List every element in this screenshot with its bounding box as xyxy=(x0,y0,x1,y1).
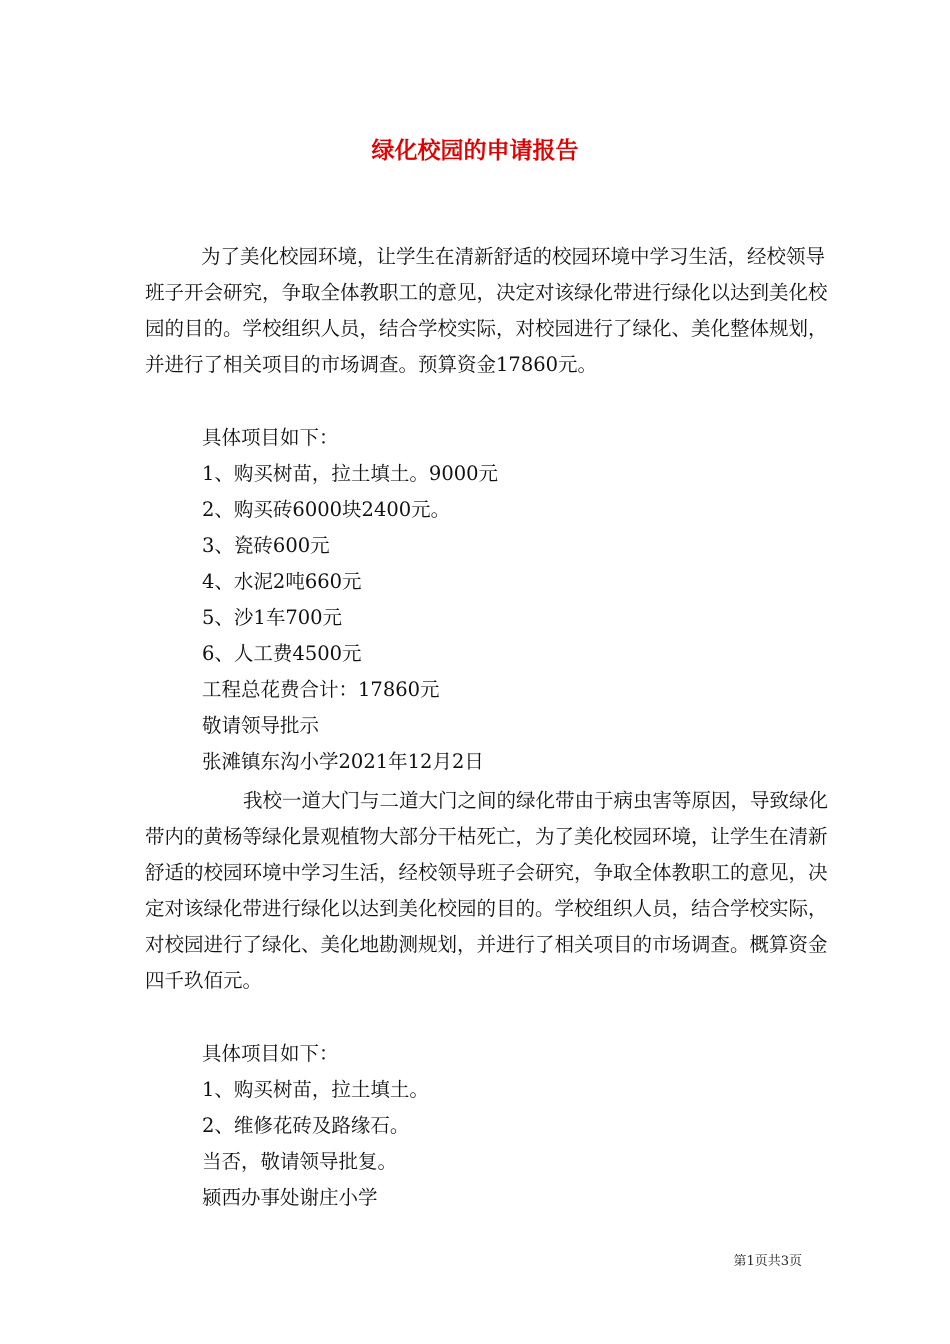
list-item: 1、购买树苗，拉土填土。 xyxy=(202,1078,429,1101)
approval-request-2: 当否，敬请领导批复。 xyxy=(202,1150,398,1173)
paragraph-1: 为了美化校园环境，让学生在清新舒适的校园环境中学习生活，经校领导班子开会研究，争取全体教职工的意见，决定对该绿化带进行绿化以达到美化校园的目的。学校组织人员，结合学校实际，对校园进行了绿化、美化整体规划，并进行了相关项目的市场调查。预算资金17860元。 xyxy=(145,245,828,376)
list-item: 2、购买砖6000块2400元。 xyxy=(202,498,451,521)
list-item: 4、水泥2吨660元 xyxy=(202,570,362,593)
list-item: 1、购买树苗，拉土填土。9000元 xyxy=(202,462,499,485)
items-heading-2: 具体项目如下： xyxy=(202,1042,339,1065)
signature-1: 张滩镇东沟小学2021年12月2日 xyxy=(202,750,484,773)
list-item: 5、沙1车700元 xyxy=(202,606,343,629)
list-item: 2、维修花砖及路缘石。 xyxy=(202,1114,410,1137)
signature-2: 颍西办事处谢庄小学 xyxy=(202,1186,378,1209)
paragraph-2: 我校一道大门与二道大门之间的绿化带由于病虫害等原因，导致绿化带内的黄杨等绿化景观植物大部分干枯死亡，为了美化校园环境，让学生在清新舒适的校园环境中学习生活，经校领导班子会研究，争取全体教职工的意见，决定对该绿化带进行绿化以达到美化校园的目的。学校组织人员，结合学校实际，对校园进行了绿化、美化地勘测规划，并进行了相关项目的市场调查。概算资金四千玖佰元。 xyxy=(145,789,829,992)
document-title: 绿化校园的申请报告 xyxy=(371,137,579,164)
page-number: 第1页共3页 xyxy=(733,1254,802,1269)
list-item: 6、人工费4500元 xyxy=(202,642,362,665)
list-item: 3、瓷砖600元 xyxy=(202,534,330,557)
items-heading-1: 具体项目如下： xyxy=(202,426,339,449)
total-cost: 工程总花费合计：17860元 xyxy=(202,678,440,701)
approval-request-1: 敬请领导批示 xyxy=(202,714,320,737)
